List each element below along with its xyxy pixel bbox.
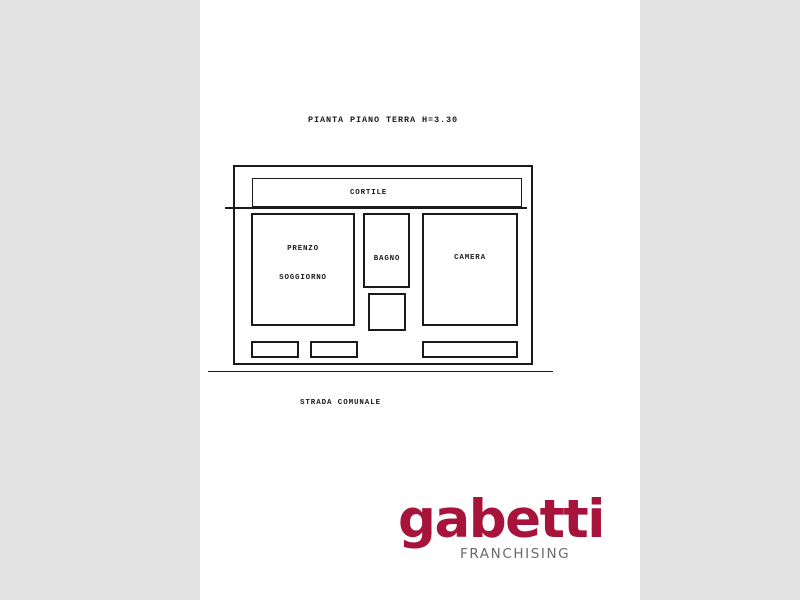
room-corridoio <box>368 293 406 331</box>
room-bagno <box>363 213 410 288</box>
road-label: STRADA COMUNALE <box>300 399 382 407</box>
room-camera <box>422 213 518 326</box>
plan-title: PIANTA PIANO TERRA H=3.30 <box>308 115 459 125</box>
wall-block-middle <box>310 341 358 358</box>
logo-wordmark: gabetti <box>398 489 604 550</box>
room-label-camera: CAMERA <box>454 254 486 262</box>
room-pranzo-soggiorno <box>251 213 355 326</box>
room-label-bagno: BAGNO <box>373 255 401 263</box>
courtyard-label: CORTILE <box>350 189 388 197</box>
gabetti-logo <box>398 489 618 562</box>
floorplan-sheet <box>200 0 640 600</box>
road-line <box>208 371 553 372</box>
wall-block-right <box>422 341 518 358</box>
room-label-pranzo: PRENZO <box>287 245 319 253</box>
courtyard-divider-line <box>225 207 527 209</box>
wall-block-left <box>251 341 299 358</box>
logo-tagline: FRANCHISING <box>460 546 571 562</box>
room-label-soggiorno: SOGGIORNO <box>279 274 327 282</box>
